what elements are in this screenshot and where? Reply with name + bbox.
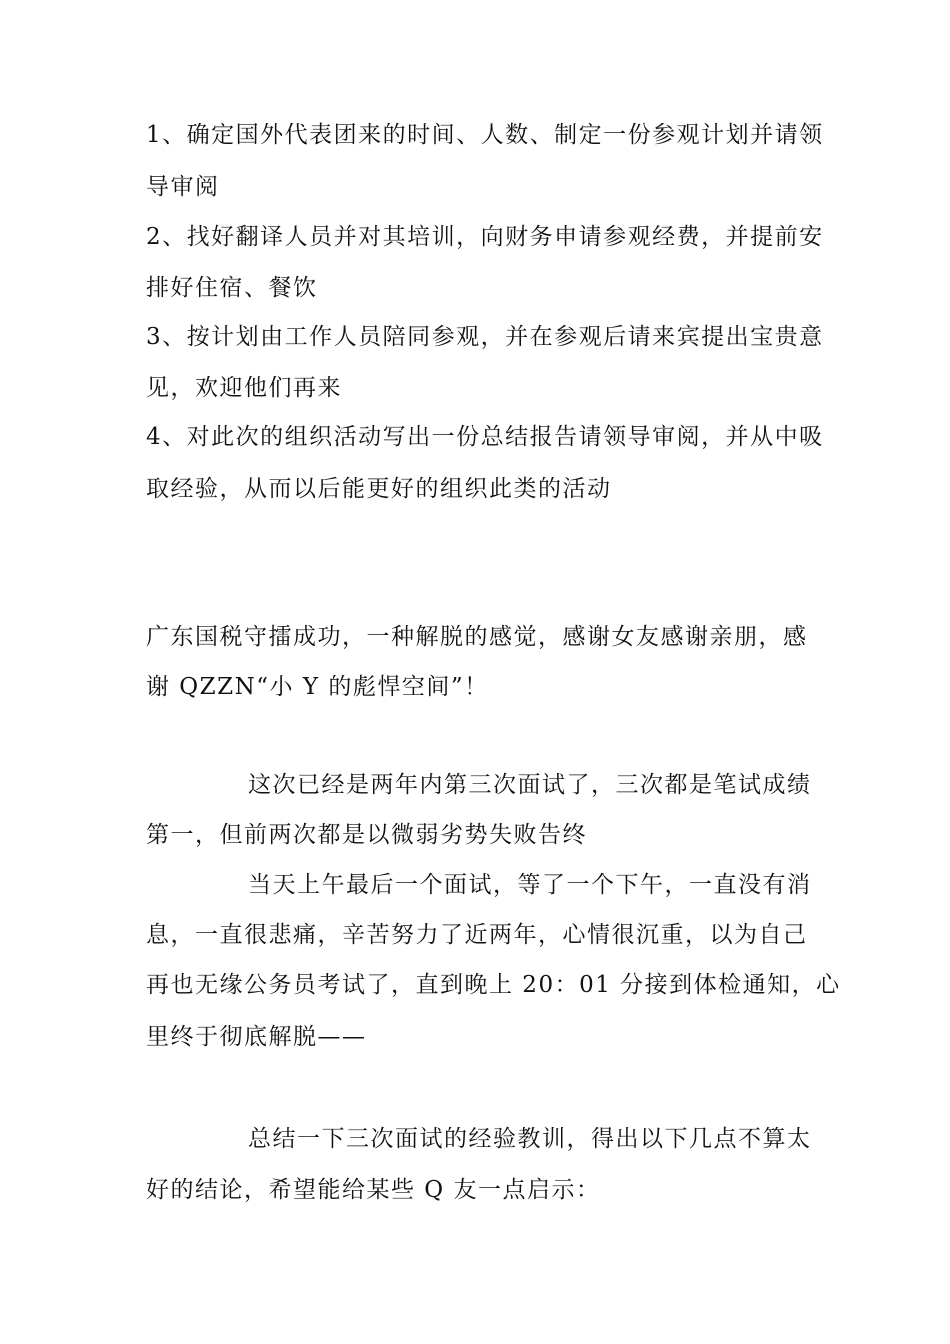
paragraph-3-line-1: 总结一下三次面试的经验教训，得出以下几点不算太 — [248, 1126, 812, 1152]
paragraph-2-line-3: 再也无缘公务员考试了，直到晚上 20：01 分接到体检通知，心 — [146, 972, 841, 998]
paragraph-2-line-1: 当天上午最后一个面试，等了一个下午，一直没有消 — [248, 872, 812, 898]
paragraph-1-line-2: 第一，但前两次都是以微弱劣势失败告终 — [146, 822, 587, 848]
step-2-line-2: 排好住宿、餐饮 — [146, 275, 318, 301]
paragraph-1-line-1: 这次已经是两年内第三次面试了，三次都是笔试成绩 — [248, 772, 812, 798]
step-3-line-1: 3、按计划由工作人员陪同参观，并在参观后请来宾提出宝贵意 — [146, 324, 824, 350]
step-1-line-2: 导审阅 — [146, 174, 220, 200]
step-4-line-1: 4、对此次的组织活动写出一份总结报告请领导审阅，并从中吸 — [146, 424, 824, 450]
step-4-line-2: 取经验，从而以后能更好的组织此类的活动 — [146, 476, 612, 502]
step-2-line-1: 2、找好翻译人员并对其培训，向财务申请参观经费，并提前安 — [146, 224, 824, 250]
intro-line-1: 广东国税守擂成功，一种解脱的感觉，感谢女友感谢亲朋，感 — [146, 624, 808, 650]
paragraph-2-line-2: 息，一直很悲痛，辛苦努力了近两年，心情很沉重，以为自己 — [146, 922, 808, 948]
intro-line-2: 谢 QZZN“小 Y 的彪悍空间”！ — [146, 674, 489, 700]
step-1-line-1: 1、确定国外代表团来的时间、人数、制定一份参观计划并请领 — [146, 122, 824, 148]
step-3-line-2: 见，欢迎他们再来 — [146, 375, 342, 401]
paragraph-3-line-2: 好的结论，希望能给某些 Q 友一点启示： — [146, 1177, 601, 1203]
paragraph-2-line-4: 里终于彻底解脱—— — [146, 1024, 367, 1050]
